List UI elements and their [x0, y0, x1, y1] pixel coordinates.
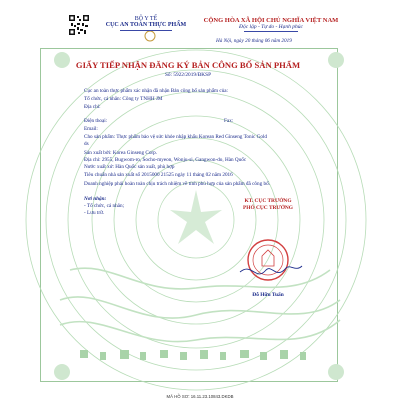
recipient-item: - Lưu trữ. — [84, 210, 105, 216]
organization: Tổ chức, cá nhân: Công ty TNHH JM — [84, 96, 163, 102]
qr-code — [68, 14, 90, 36]
producer-line: Sản xuất bởi: Korea Ginseng Corp. — [84, 150, 158, 156]
signatory-role: KT. CỤC TRƯỞNG — [244, 198, 292, 204]
origin-line: Nước xuất xứ: Hàn Quốc sản xuất, phù hợp — [84, 164, 175, 170]
email-label: Email: — [84, 126, 98, 132]
fax-label: Fax: — [224, 118, 234, 124]
phone-label: Điện thoại: — [84, 118, 108, 124]
document-number: Số: 5922/2019/ĐKSP — [164, 72, 212, 78]
national-motto: Độc lập - Tự do - Hạnh phúc — [239, 24, 303, 30]
department-name: CỤC AN TOÀN THỰC PHẨM — [105, 22, 187, 28]
standard-line: Tiêu chuẩn nhà sản xuất số 2015000 21525 ngày 11 tháng 02 năm 2016 — [84, 172, 233, 178]
place-date: Hà Nội, ngày 20 tháng 06 năm 2019 — [216, 38, 292, 44]
file-code: MÃ HỒ SƠ: 16.11.23.10843.DKDB — [166, 394, 234, 399]
product-line-continued: ds — [84, 141, 89, 147]
republic-title: CỘNG HÒA XÃ HỘI CHỦ NGHĨA VIỆT NAM — [203, 17, 339, 24]
header-left-underline — [120, 30, 172, 31]
organization-address: Địa chỉ: — [84, 104, 101, 110]
recipients-label: Nơi nhận: — [84, 196, 107, 202]
intro-text: Cục an toàn thực phẩm xác nhận đã nhận Bản công bố sản phẩm của: — [84, 88, 228, 94]
header-right-underline — [244, 31, 298, 32]
signatory-name: Đỗ Hữu Tuấn — [252, 292, 284, 298]
agency-logo — [145, 31, 155, 41]
ministry-name: BỘ Y TẾ — [134, 16, 158, 22]
document-title: GIẤY TIẾP NHẬN ĐĂNG KÝ BẢN CÔNG BỐ SẢN PHẨM — [75, 60, 301, 70]
recipient-item: - Tổ chức, cá nhân; — [84, 203, 125, 209]
producer-address: Địa chỉ: 2955, Bugwom-ro, Socho-myeon, Wonju-si, Gangwon-do, Hàn Quốc — [84, 157, 247, 163]
signatory-title: PHÓ CỤC TRƯỞNG — [242, 205, 293, 211]
product-line: Cho sản phẩm: Thực phẩm bảo vệ sức khỏe nhập khẩu Korean Red Ginseng Tonic Gold — [84, 134, 267, 140]
commitment-line: Doanh nghiệp phải hoàn toàn chịu trách nhiệm về tính phù hợp của sản phẩm đã công bố. — [84, 181, 270, 187]
